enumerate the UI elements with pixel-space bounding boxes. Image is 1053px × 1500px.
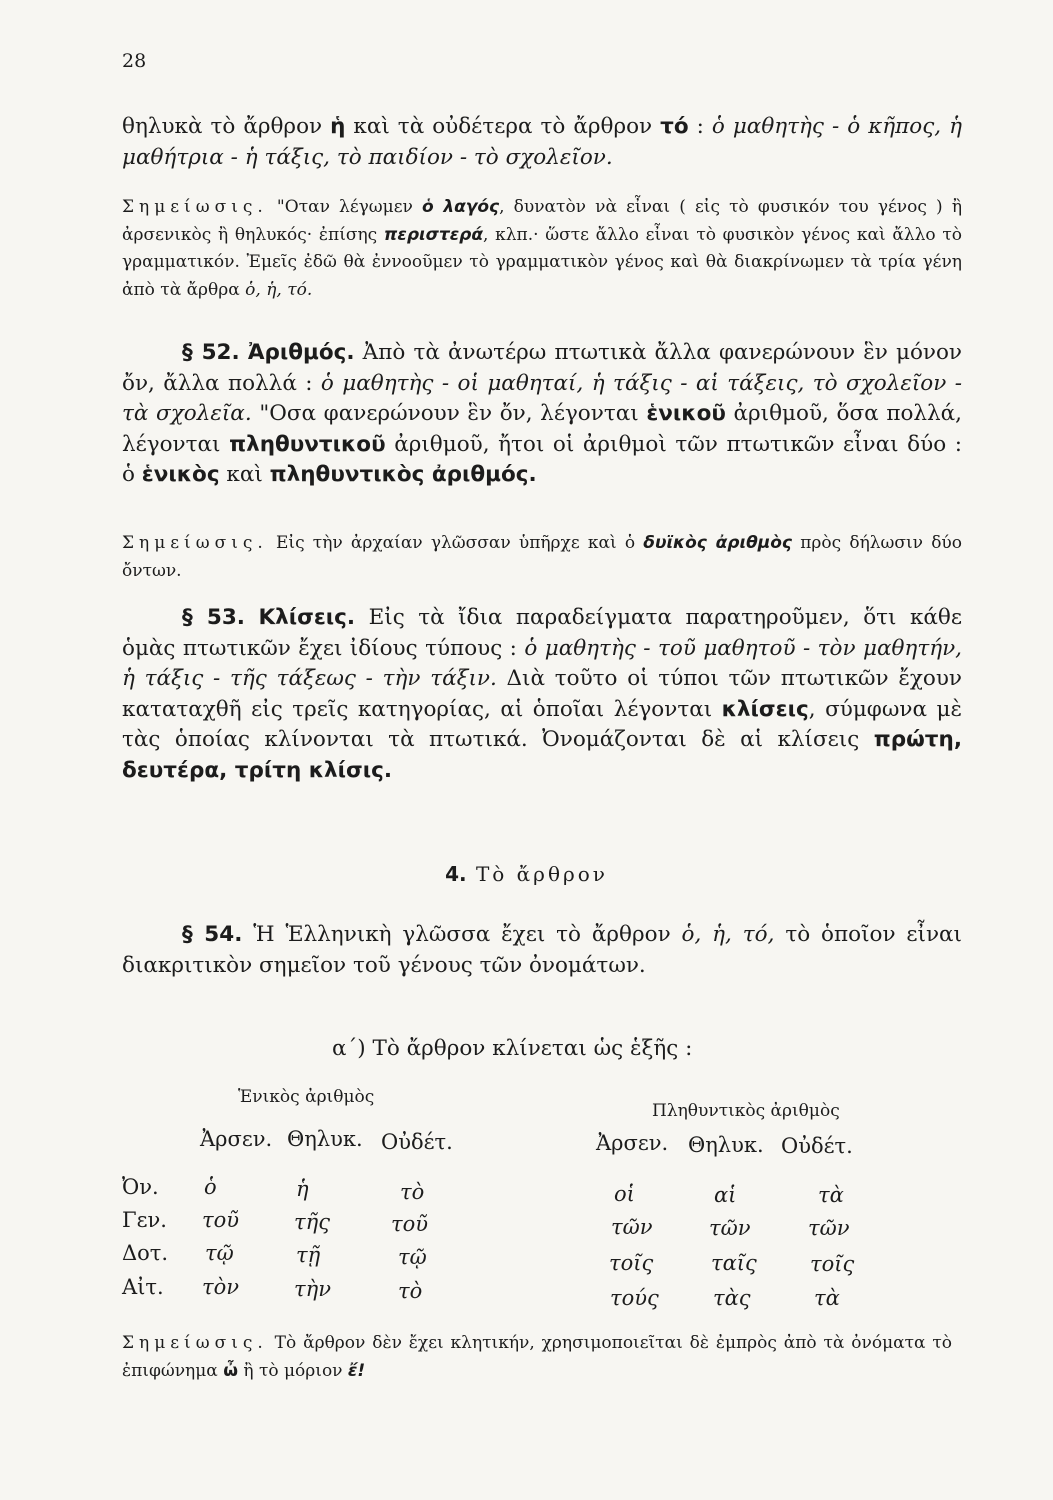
text: ἀριθμοῦ, ὅσα πολλά, λέγονται xyxy=(122,401,962,457)
declension-intro: α΄) Τὸ ἄρθρον κλίνεται ὡς ἑξῆς : xyxy=(332,1036,693,1061)
bold-term-klisis: κλίσεις xyxy=(721,696,809,722)
table-cell: τῶν xyxy=(611,1215,653,1239)
note-dual-number xyxy=(122,530,962,585)
section-number: § 54. xyxy=(182,922,243,947)
text: ἀριθμοῦ, ἤτοι οἱ ἀριθμοὶ τῶν πτωτικῶν εἶναι δύο : ὁ xyxy=(122,431,962,487)
pl-col-neuter: Οὐδέτ. xyxy=(781,1134,853,1158)
note-label: Σημείωσις. xyxy=(122,1333,268,1353)
table-cell: τούς xyxy=(610,1286,659,1310)
text: τὸ ὁποῖον εἶναι διακριτικὸν σημεῖον τοῦ γένους τῶν ὀνομάτων. xyxy=(122,922,962,978)
plural-header: Πληθυντικὸς ἀριθμὸς xyxy=(652,1101,840,1121)
text: Διὰ τοῦτο οἱ τύποι τῶν πτωτικῶν ἔχουν καταταχθῆ εἰς τρεῖς κατηγορίας, αἱ ὁποῖαι λέγονται xyxy=(122,666,962,722)
case-label: Δοτ. xyxy=(122,1241,169,1265)
table-cell: τὰ xyxy=(818,1183,844,1207)
section-number: § 52. xyxy=(182,340,240,365)
section-title: Ἀριθμός. xyxy=(247,340,355,365)
sg-col-neuter: Οὐδέτ. xyxy=(381,1130,453,1154)
table-cell: τὴν xyxy=(294,1277,331,1301)
italic-examples: ὁ μαθητὴς - τοῦ μαθητοῦ - τὸν μαθητήν, ἡ τάξις - τῆς τάξεως - τὴν τάξιν. xyxy=(122,635,962,691)
section-title: Κλίσεις. xyxy=(258,605,356,630)
text: Τὸ ἄρθρον δὲν ἔχει κλητικήν, χρησιμοποιεῖται δὲ ἐμπρὸς ἀπὸ τὰ ὀνόματα τὸ ἐπιφώνημα xyxy=(122,1333,952,1381)
text: "Οταν λέγωμεν xyxy=(267,197,422,217)
table-cell: ἡ xyxy=(296,1177,309,1201)
case-label: Ὀν. xyxy=(122,1175,159,1199)
section-53-declensions xyxy=(122,603,962,786)
pl-col-feminine: Θηλυκ. xyxy=(688,1133,764,1157)
italic-examples: ὁ μαθητὴς - οἱ μαθηταί, ἡ τάξις - αἱ τάξεις, τὸ σχολεῖον - τὰ σχολεῖα. xyxy=(122,370,962,426)
table-cell: τὸ xyxy=(398,1279,423,1303)
pl-col-masculine: Ἀρσεν. xyxy=(596,1131,669,1155)
text: , σύμφωνα μὲ τὰς ὁποίας κλίνονται τὰ πτωτικά. Ὀνομάζονται δὲ αἱ κλίσεις xyxy=(122,696,962,752)
italic-articles: ὁ, ἡ, τό, xyxy=(681,922,775,947)
bold-term-plural: πληθυντικοῦ xyxy=(229,431,386,457)
text: ἢ τὸ μόριον xyxy=(237,1360,348,1381)
text: Εἰς τὴν ἀρχαίαν γλῶσσαν ὑπῆρχε καὶ ὁ xyxy=(267,533,644,553)
bold-particle: ἔ! xyxy=(347,1360,366,1381)
bold-example-lagos: ὁ λαγός xyxy=(422,197,500,217)
text: καὶ τὰ οὐδέτερα τὸ ἄρθρον xyxy=(345,114,661,139)
table-cell: τὸ xyxy=(400,1180,425,1204)
table-cell: τῷ xyxy=(205,1241,234,1265)
singular-header: Ἑνικὸς ἀριθμὸς xyxy=(238,1087,375,1107)
bold-article-neuter: τό xyxy=(660,114,689,139)
text: , δυνατὸν νὰ εἶναι ( εἰς τὸ φυσικόν του γένος ) ἢ ἀρσενικὸς ἢ θηλυκός· ἐπίσης xyxy=(122,197,962,245)
text: καὶ xyxy=(219,462,270,487)
table-cell: τοῦ xyxy=(202,1208,240,1232)
bold-term-singular: ἑνικοῦ xyxy=(646,401,726,426)
table-cell: τοῖς xyxy=(609,1251,654,1275)
table-cell: αἱ xyxy=(714,1183,737,1207)
text: Ἡ Ἑλληνικὴ γλῶσσα ἔχει τὸ ἄρθρον xyxy=(242,922,682,947)
case-label: Γεν. xyxy=(122,1208,167,1232)
bold-term-declensions: πρώτη, δευτέρα, τρίτη κλίσις. xyxy=(122,727,962,783)
section-number: § 53. xyxy=(182,605,245,630)
table-cell: τὰ xyxy=(814,1286,840,1310)
chapter-heading xyxy=(0,862,1053,886)
text: "Οσα φανερώνουν ἓν ὄν, λέγονται xyxy=(251,401,647,426)
sg-col-masculine: Ἀρσεν. xyxy=(200,1127,273,1151)
chapter-number: 4. xyxy=(445,862,467,886)
bold-term-singular: ἑνικὸς xyxy=(141,462,220,487)
text: : xyxy=(688,114,712,139)
table-cell: οἱ xyxy=(614,1182,635,1206)
text: πρὸς δήλωσιν δύο ὄντων. xyxy=(122,533,962,581)
table-cell: τῇ xyxy=(296,1243,321,1267)
italic-examples: ὁ μαθητὴς - ὁ κῆπος, ἡ μαθήτρια - ἡ τάξις, τὸ παιδίον - τὸ σχολεῖον. xyxy=(122,114,963,170)
table-cell: τῆς xyxy=(294,1210,330,1234)
bold-term-plural-number: πληθυντικὸς ἀριθμός. xyxy=(269,462,537,487)
section-52-number xyxy=(122,338,962,491)
sg-col-feminine: Θηλυκ. xyxy=(287,1127,363,1151)
table-cell: τὸν xyxy=(202,1275,240,1299)
italic-articles: ὁ, ἡ, τό. xyxy=(245,279,313,300)
text: , κλπ.· ὥστε ἄλλο εἶναι τὸ φυσικὸν γένος καὶ ἄλλο τὸ γραμματικόν. Ἐμεῖς ἐδῶ θὰ ἐννοοῦμεν τὸ γραμματικὸν γένος καὶ θὰ διακρίνωμεν τὰ τρία γένη ἀπὸ τὰ ἄρθρα xyxy=(122,224,962,300)
page-number: 28 xyxy=(122,50,147,72)
text: Ἀπὸ τὰ ἀνωτέρω πτωτικὰ ἄλλα φανερώνουν ἓν μόνον ὄν, ἄλλα πολλά : xyxy=(122,340,962,396)
table-cell: τῷ xyxy=(398,1245,427,1269)
note-natural-gender xyxy=(122,194,962,304)
table-cell: τοῦ xyxy=(391,1212,429,1236)
text: Εἰς τὰ ἴδια παραδείγματα παρατηροῦμεν, ὅτι κάθε ὁμὰς πτωτικῶν ἔχει ἰδίους τύπους : xyxy=(122,605,962,661)
section-54-article xyxy=(122,920,962,981)
note-label: Σημείωσις. xyxy=(122,197,268,217)
text: θηλυκὰ τὸ ἄρθρον xyxy=(122,114,331,139)
case-label: Αἰτ. xyxy=(122,1275,164,1299)
chapter-title: Τὸ ἄρθρον xyxy=(475,862,608,886)
note-label: Σημείωσις. xyxy=(122,533,268,553)
table-cell: ὁ xyxy=(204,1175,217,1199)
paragraph-gender-examples xyxy=(122,112,962,173)
table-cell: τῶν xyxy=(709,1216,751,1240)
table-cell: ταῖς xyxy=(711,1251,757,1275)
bold-example-peristera: περιστερά xyxy=(383,224,484,245)
table-cell: τὰς xyxy=(713,1286,751,1310)
table-cell: τῶν xyxy=(808,1216,850,1240)
bold-interjection: ὦ xyxy=(223,1360,238,1381)
bold-article-feminine: ἡ xyxy=(330,114,346,139)
bold-term-dual: δυϊκὸς ἀριθμὸς xyxy=(643,533,793,553)
note-vocative xyxy=(122,1330,952,1385)
table-cell: τοῖς xyxy=(810,1252,855,1276)
